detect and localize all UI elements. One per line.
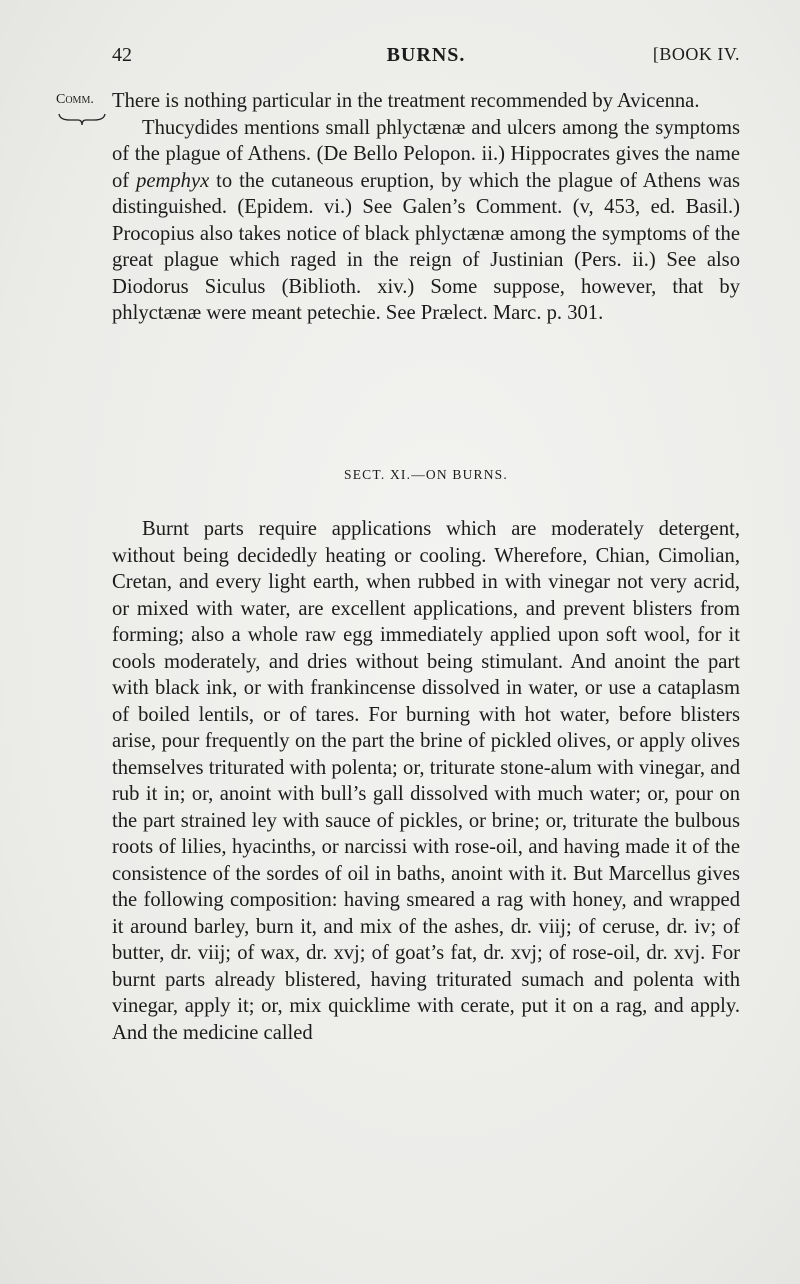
commentary-block — [112, 88, 740, 327]
page-header — [112, 44, 740, 72]
commentary-text-b: to the cutaneous eruption, by which the plague of Athens was distinguished. (Epidem. vi.) See Galen’s Comment. (v, 453, ed. Basil.) Procopius also takes notice of black phlyctænæ among the symptoms of the great plague which raged in the reign of Justinian (Pers. ii.) See also Diodorus Siculus (Biblioth. xiv.) Some suppose, however, that by phlyctænæ were meant petechie. See Prælect. Marc. p. 301. — [112, 169, 740, 324]
margin-note-comm: Comm. — [56, 92, 94, 107]
book-label: [BOOK IV. — [652, 44, 740, 64]
section-body — [112, 516, 740, 1046]
section-paragraph: Burnt parts require applications which are moderately detergent, without being decidedly heating or cooling. Wherefore, Chian, Cimolian, Cretan, and every light earth, when rubbed in with vinegar not very acrid, or mixed with water, are excellent applications, and prevent blisters from forming; also a whole raw egg immediately applied upon soft wool, for it cools moderately, and dries without being stimulant. And anoint the part with black ink, or with frankincense dissolved in water, or use a cataplasm of boiled lentils, or of tares. For burning with hot water, before blisters arise, pour frequently on the part the brine of pickled olives, or apply olives themselves triturated with polenta; or, triturate stone-alum with vinegar, and rub it in; or, anoint with bull’s gall dissolved with much water; or, pour on the part strained ley with sauce of pickles, or brine; or, triturate the bulbous roots of lilies, hyacinths, or narcissi with rose-oil, and having made it of the consistence of the sordes of oil in baths, anoint with it. But Marcellus gives the following composition: having smeared a rag with honey, and wrapped it around barley, burn it, and mix of the ashes, dr. viij; of ceruse, dr. iv; of butter, dr. viij; of wax, dr. xvj; of goat’s fat, dr. xvj; of rose-oil, dr. xvj. For burnt parts already blistered, having triturated sumach and polenta with vinegar, apply it; or, mix quicklime with cerate, put it on a rag, and apply. And the medicine called — [112, 518, 740, 1044]
section-heading: SECT. XI.—ON BURNS. — [344, 467, 508, 482]
running-title: BURNS. — [386, 44, 466, 66]
commentary-paragraph-1: There is nothing particular in the treatment recommended by Avicenna. — [112, 90, 700, 112]
brace-icon — [58, 112, 106, 126]
commentary-paragraph-2 — [112, 115, 740, 327]
page-number: 42 — [112, 44, 132, 66]
italic-term: pemphyx — [136, 169, 210, 192]
commentary-text-a: Thucydides mentions small phlyctænæ and ulcers among the symptoms of the plague of Athens. (De Bello Pelopon. ii.) Hippocrates gives the name of — [112, 116, 740, 192]
